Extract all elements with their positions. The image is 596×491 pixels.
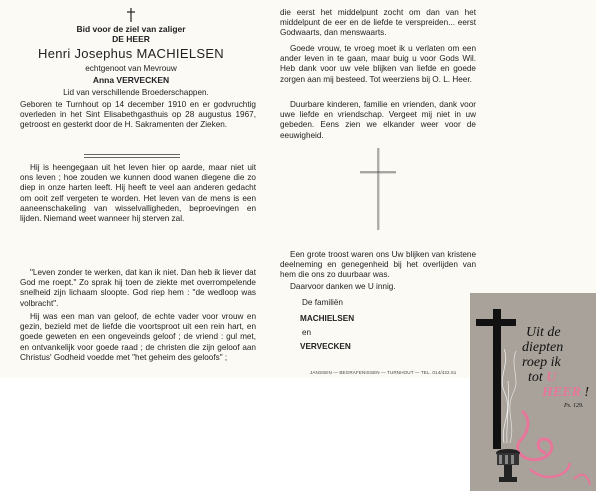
thanks-line: Daarvoor danken we U innig. [290, 282, 396, 291]
member-line: Lid van verschillende Broederschappen. [63, 88, 209, 97]
holy-line-4-you: U [546, 370, 557, 385]
paragraph-3: Hij was een man van geloof, de echte vader voor vrouw en gezin, bezield met de liefde die voortsproot uit een rein hart, en goede geweten en een ongeveinds geloof ; de vriend : gul met, en ontvankelijk voor goede raad ; de christen die zijn geloof aan Christus' Godheid voedde met "het geheim des geloofs" ; [20, 312, 256, 362]
families-label: De familiën [302, 298, 343, 307]
spouse-name: Anna VERVECKEN [92, 75, 170, 85]
holy-line-4-word: tot [528, 370, 543, 385]
family-1: MACHIELSEN [300, 314, 355, 323]
holy-line-4 [528, 370, 556, 386]
holy-line-1: Uit de [526, 325, 561, 340]
paragraph-1: Hij is heengegaan uit het leven hier op aarde, maar niet uit ons leven ; hoe zouden we kunnen dood wanen diegene die zo diep in onze harten leeft. Hij heeft te veel aan anderen gedacht om ooit zelf vergeten te worden. Het leven van de mens is een aaneenschakeling van wisselvalligheden, beproevingen en lijden. Niemand weet wanneer hij sterven zal. [20, 163, 256, 224]
title-line: DE HEER [112, 34, 150, 44]
paragraph-2: "Leven zonder te werken, dat kan ik niet. Dan heb ik liever dat God me roept." Zo sprak hij toen de ziekte met overrompelende snelheid zijn lichaam sloopte. God riep hem : "de wedloop was volbracht". [20, 268, 256, 308]
left-page [0, 0, 273, 378]
right-paragraph-4: Een grote troost waren ons Uw blijken van kristene deelneming en genegenheid bij het overlijden van hem die ons zo duurbaar was. [280, 250, 476, 280]
and-word: en [302, 328, 312, 337]
holy-line-2: diepten [522, 340, 564, 355]
right-paragraph-3: Duurbare kinderen, familie en vrienden, dank voor uwe liefde en vriendschap. Vergeet mij niet in uw gebeden. Eens zien we elkander weer voor de eeuwigheid. [280, 100, 476, 140]
holy-card [470, 293, 596, 491]
printer-line: JANSSEN — BEGRAFENISSEN — TURNHOUT — TEL. 014/422.51 [310, 370, 457, 375]
family-2: VERVECKEN [300, 342, 351, 351]
prayer-line: Bid voor de ziel van zaliger [76, 24, 186, 34]
thin-cross-icon [358, 148, 398, 230]
separator [84, 154, 180, 158]
psalm-reference: Ps. 129. [564, 403, 584, 409]
holy-line-3: roep ik [522, 355, 561, 370]
small-cross-icon [126, 8, 136, 22]
right-paragraph-1: die eerst het middelpunt zocht om dan van het middelpunt de eer en de liefde te verspreiden... eerst Godwaarts, dan menswaarts. [280, 8, 476, 38]
holy-line-5: HEER ! [542, 385, 590, 400]
right-paragraph-2: Goede vrouw, te vroeg moet ik u verlaten om een ander leven in te gaan, maar buig u voor Gods Wil. Heb dank voor uw vele blijken van liefde en goede zorgen aan mij besteed. Tot weerziens bij O. L. Heer. [280, 44, 476, 84]
birth-death-text: Geboren te Turnhout op 14 december 1910 en er godvruchtig overleden in het Sint Elisabethgasthuis op 28 augustus 1967, getroost en gesterkt door de H. Sakramenten der Zieken. [20, 100, 256, 130]
deceased-name: Henri Josephus MACHIELSEN [38, 46, 224, 61]
holy-line-5-word: HEER [542, 385, 581, 400]
spouse-line: echtgenoot van Mevrouw [85, 64, 177, 73]
